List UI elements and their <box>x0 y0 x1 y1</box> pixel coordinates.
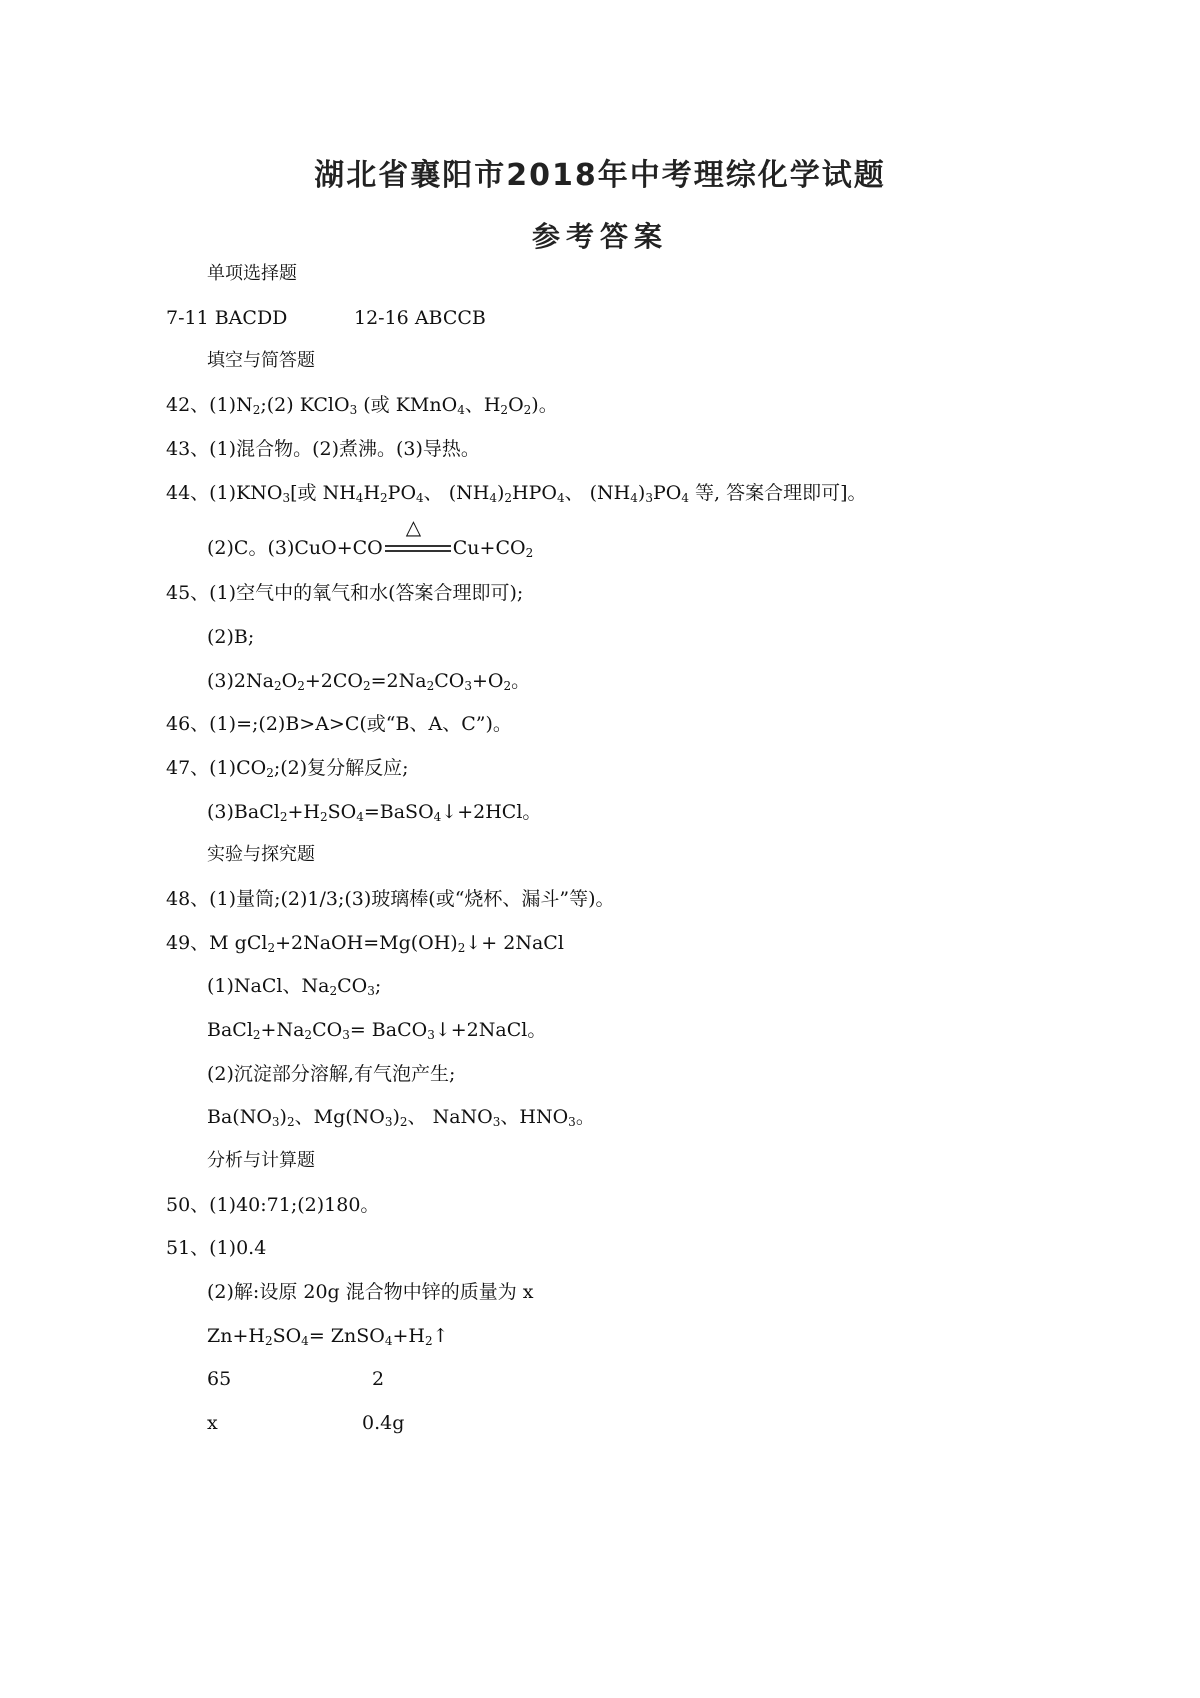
section-single-choice: 单项选择题 <box>207 263 297 284</box>
answer-12-16: 12-16 ABCCB <box>354 307 486 329</box>
answer-49-equation: 49、M $gCl_2+2NaOH=Mg(OH)_2↓+$ 2NaCl <box>166 932 564 955</box>
calc-zn-mass-ratio: 65 <box>207 1368 232 1390</box>
section-fill-blank: 填空与简答题 <box>207 350 315 371</box>
page-subtitle: 参考答案 <box>531 220 668 253</box>
answer-49-1-equation: $BaCl_2+Na_2CO_3=$ BaCO$_3$↓+2NaCl。 <box>207 1019 547 1042</box>
answer-44-2: (2)C。(3)CuO+CO △ $Cu+CO_2$ <box>207 515 534 560</box>
calc-h2-mass: 0.4g <box>362 1412 405 1434</box>
answer-44-1: 44、$(1)KNO_3$[或 $NH_4H_2PO_4$、 $(NH_4)_2HPO_4$、 $(NH_4)_3PO_4$ 等, 答案合理即可]。 <box>166 482 867 505</box>
answer-47-3: $(3)BaCl_2+H_2SO_4=BaSO_4↓+2HCl$。 <box>207 801 542 824</box>
answer-46: 46、(1)=;(2)B>A>C(或“B、A、C”)。 <box>166 713 512 735</box>
answer-43: 43、(1)混合物。(2)煮沸。(3)导热。 <box>166 438 480 460</box>
section-analysis: 分析与计算题 <box>207 1150 315 1171</box>
answer-42: 42、$(1)N_2;(2)$ KClO$_3$ (或 KMnO$_4$、$H_2O_2$)。 <box>166 394 558 417</box>
calc-h2-mass-ratio: 2 <box>372 1368 385 1390</box>
answer-49-1: (1)NaCl、$Na_2CO_3$; <box>207 975 382 998</box>
answer-45-1: 45、(1)空气中的氧气和水(答案合理即可); <box>166 582 524 604</box>
answer-51-equation: $Zn+H_2SO_4=$ $ZnSO_4+H_2↑$ <box>207 1325 449 1348</box>
answer-50: 50、(1)40:71;(2)180。 <box>166 1194 380 1216</box>
answer-51-2: (2)解:设原 20g 混合物中锌的质量为 x <box>207 1281 534 1303</box>
answer-51-1: 51、(1)0.4 <box>166 1237 267 1259</box>
heating-condition-sign: △ <box>383 536 453 562</box>
answer-45-2: (2)B; <box>207 626 255 648</box>
answer-49-2-solutes: $Ba(NO_3)_2$、$Mg(NO_3)_2$、 NaNO$_3$、$HNO_3$。 <box>207 1106 595 1129</box>
answer-48: 48、(1)量筒;(2)1/3;(3)玻璃棒(或“烧杯、漏斗”等)。 <box>166 888 615 910</box>
answer-7-11: 7-11 BACDD <box>166 307 288 329</box>
section-experiment: 实验与探究题 <box>207 844 315 865</box>
calc-zn-unknown: x <box>207 1412 218 1434</box>
page-title: 湖北省襄阳市2018年中考理综化学试题 <box>314 158 886 193</box>
answer-49-2: (2)沉淀部分溶解,有气泡产生; <box>207 1063 456 1085</box>
answer-47-1: 47、$(1)CO_2;(2)$复分解反应; <box>166 757 409 780</box>
answer-45-3: $(3)2Na_2O_2+2CO_2=2Na_2CO_3+O_2$。 <box>207 670 531 693</box>
